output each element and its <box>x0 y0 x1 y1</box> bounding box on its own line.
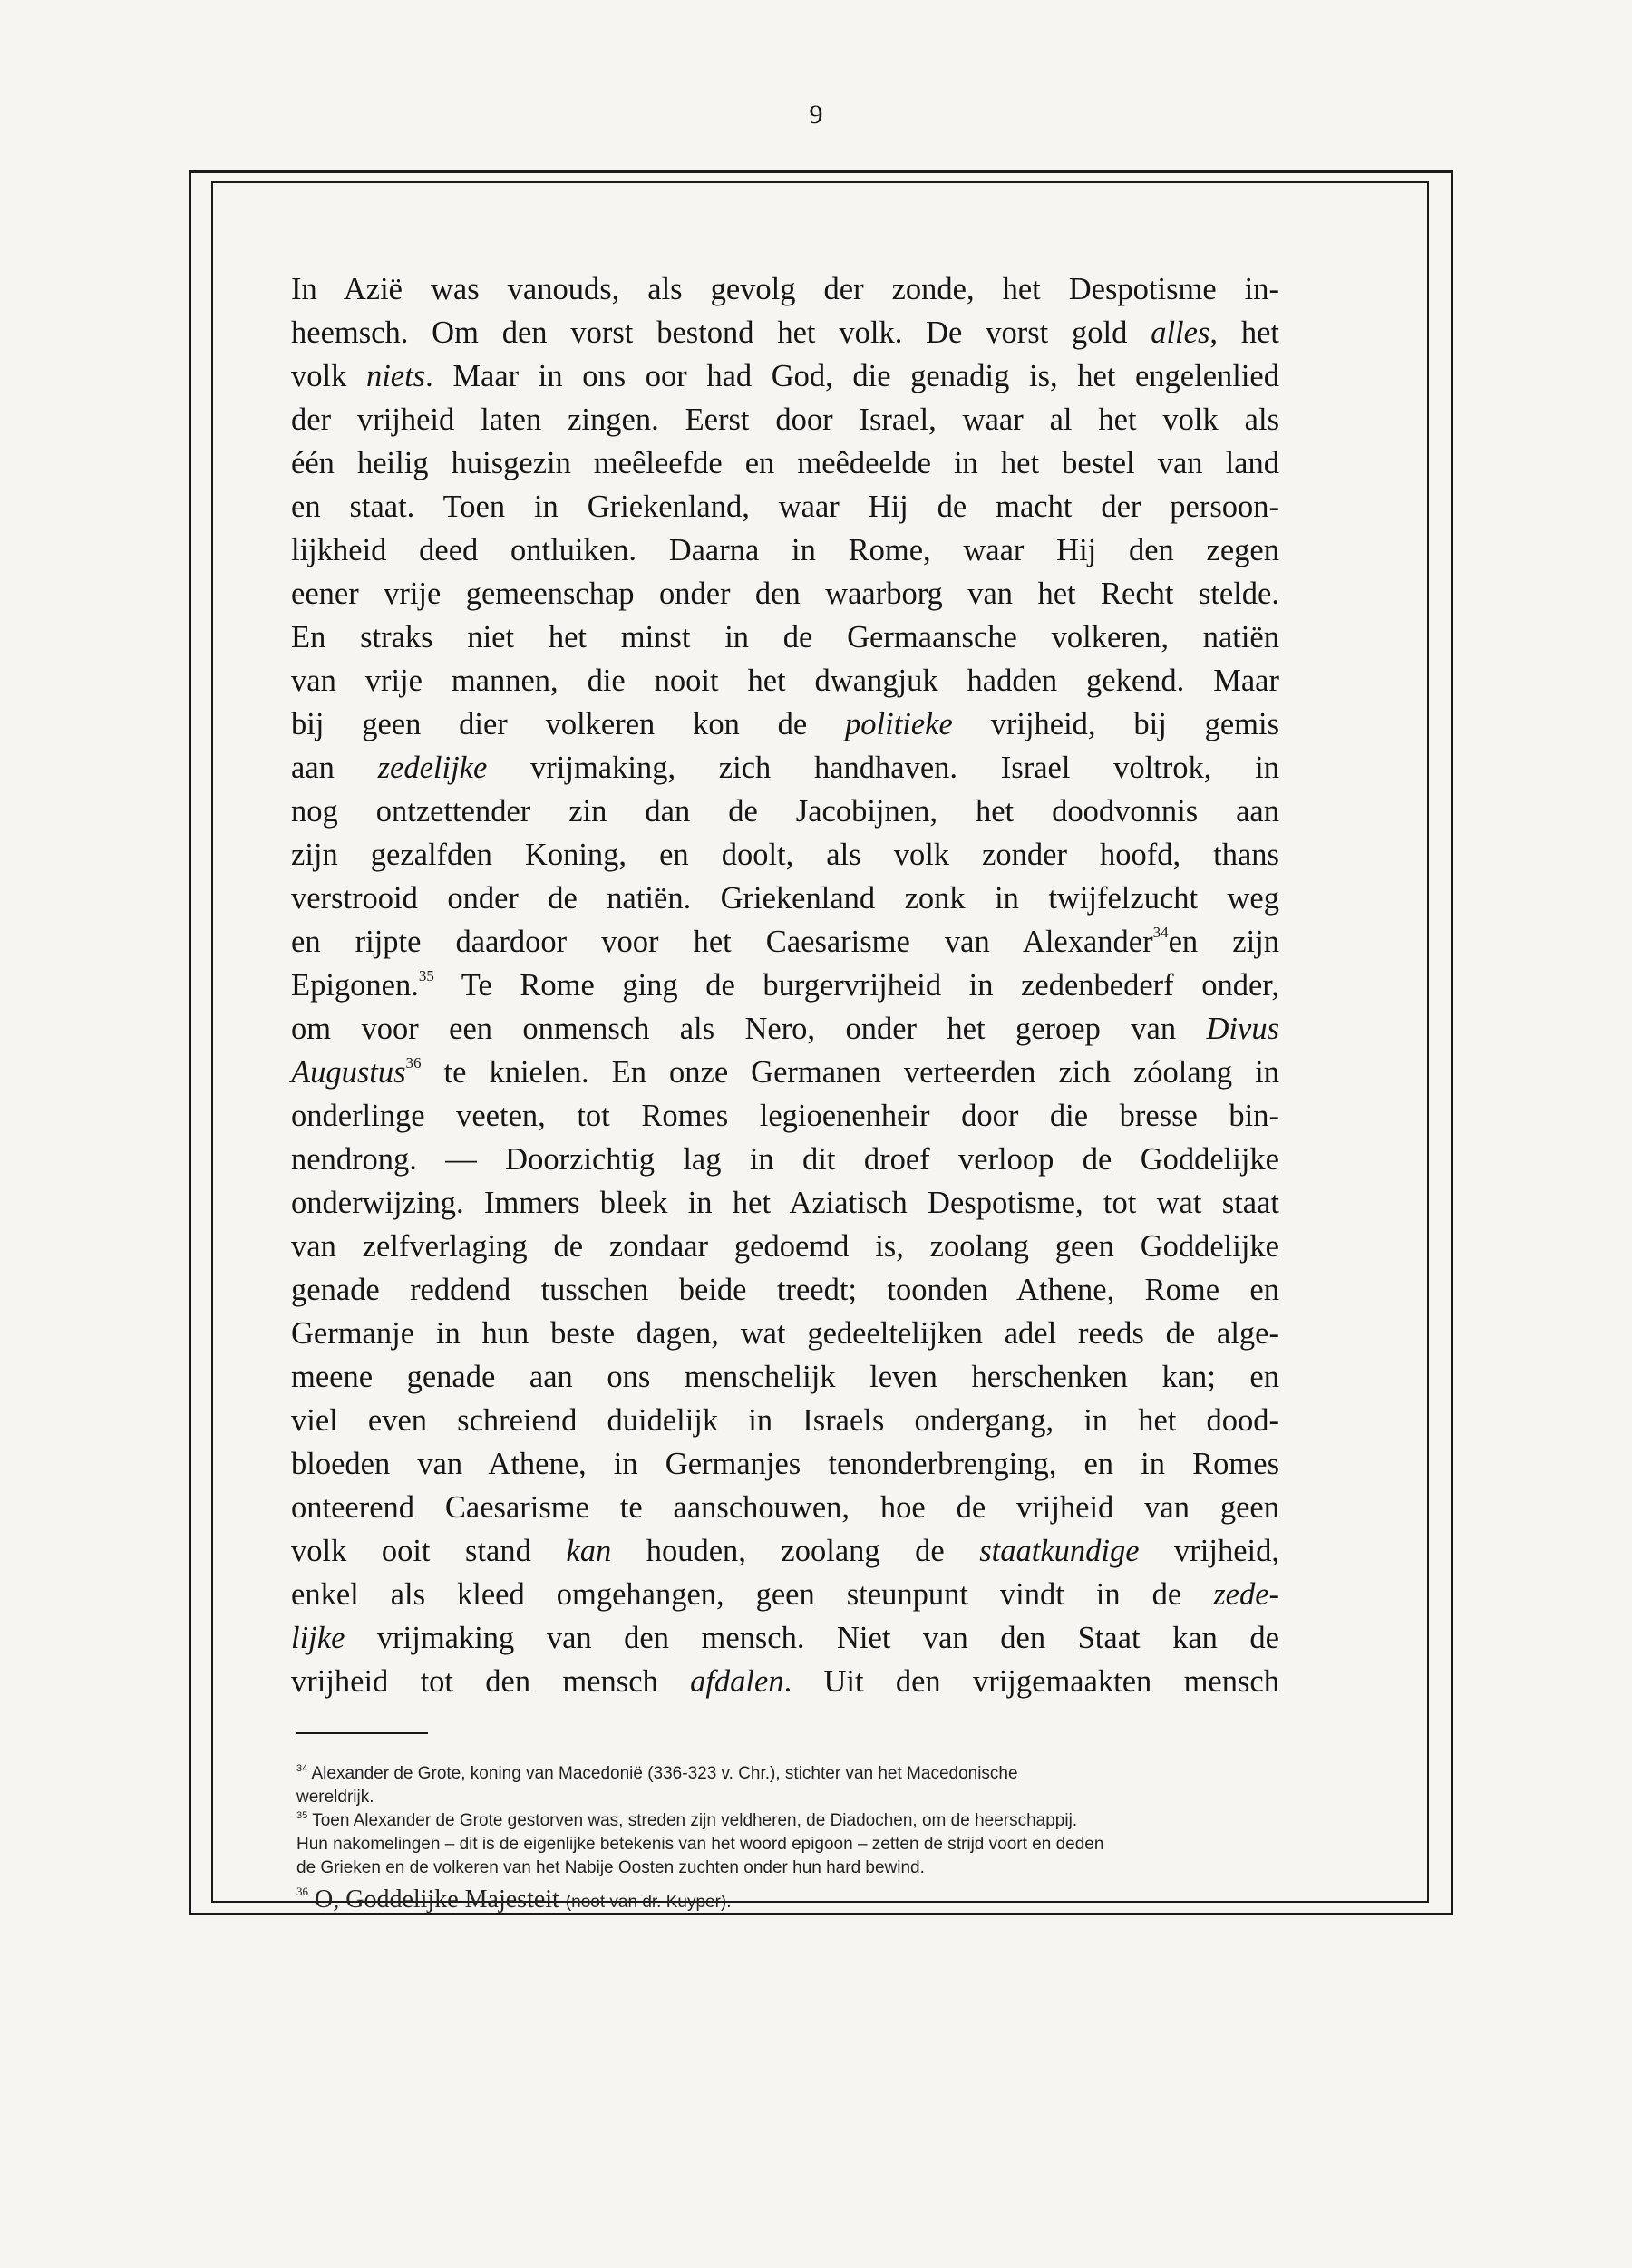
text-segment: onderwijzing. Immers bleek in het Aziatisch Despotisme, tot wat staat <box>291 1186 1279 1220</box>
footnote-line <box>296 1833 1288 1856</box>
body-line <box>291 703 1279 746</box>
body-line <box>291 833 1279 877</box>
footnote-number: 35 <box>296 1810 308 1821</box>
body-line <box>291 485 1279 528</box>
body-line <box>291 1529 1279 1573</box>
text-segment: volk <box>291 359 366 393</box>
text-segment: bij geen dier volkeren kon de <box>291 707 846 741</box>
body-line <box>291 1442 1279 1486</box>
text-segment: Germanje in hun beste dagen, wat gedeeltelijken adel reeds de alge- <box>291 1316 1279 1351</box>
text-segment: vrijheid, bij gemis <box>952 707 1279 741</box>
body-line <box>291 790 1279 833</box>
text-segment: Epigonen. <box>291 968 419 1003</box>
footnote-text: Toen Alexander de Grote gestorven was, streden zijn veldheren, de Diadochen, om de heerschappij. <box>312 1811 1078 1830</box>
body-line <box>291 920 1279 964</box>
text-segment: aan <box>291 751 378 785</box>
text-segment: In Azië was vanouds, als gevolg der zonde, het Despotisme in- <box>291 272 1279 306</box>
footnote-text: wereldrijk. <box>296 1788 374 1807</box>
body-line <box>291 1312 1279 1355</box>
italic-text: staatkundige <box>979 1534 1140 1568</box>
italic-text: politieke <box>845 707 953 741</box>
italic-text: kan <box>566 1534 612 1568</box>
footnote-rule <box>296 1732 428 1734</box>
text-segment: eener vrije gemeenschap onder den waarborg van het Recht stelde. <box>291 577 1279 611</box>
footnotes <box>296 1762 1288 1921</box>
body-line <box>291 1225 1279 1268</box>
italic-text: Divus <box>1206 1012 1279 1046</box>
body-line <box>291 398 1279 441</box>
body-line <box>291 659 1279 703</box>
text-segment: volk ooit stand <box>291 1534 567 1568</box>
text-segment: vrijmaking, zich handhaven. Israel voltrok, in <box>487 751 1279 785</box>
italic-text: lijke <box>291 1621 345 1655</box>
text-segment: genade reddend tusschen beide treedt; toonden Athene, Rome en <box>291 1273 1279 1307</box>
text-segment: van zelfverlaging de zondaar gedoemd is, zoolang geen Goddelijke <box>291 1229 1279 1264</box>
text-segment: vrijheid, <box>1139 1534 1279 1568</box>
body-line <box>291 1138 1279 1181</box>
body-line <box>291 1094 1279 1138</box>
text-segment: En straks niet het minst in de Germaansche volkeren, natiën <box>291 620 1279 654</box>
body-line <box>291 964 1279 1007</box>
italic-text: zede- <box>1213 1577 1279 1612</box>
text-segment: , het <box>1209 315 1279 350</box>
footnote-number: 34 <box>296 1763 308 1774</box>
text-segment: houden, zoolang de <box>611 1534 980 1568</box>
text-segment: te knielen. En onze Germanen verteerden zich zóolang in <box>421 1055 1279 1090</box>
page-number: 9 <box>809 100 823 130</box>
italic-text: niets <box>365 359 426 393</box>
footnote-line <box>296 1856 1288 1880</box>
footnote-marker: 36 <box>405 1054 422 1071</box>
text-segment: . Uit den vrijgemaakten mensch <box>783 1664 1279 1699</box>
text-segment: één heilig huisgezin meêleefde en meêdeelde in het bestel van land <box>291 446 1279 480</box>
text-segment: heemsch. Om den vorst bestond het volk. De vorst gold <box>291 315 1151 350</box>
text-segment: . Maar in ons oor had God, die genadig is, het engelenlied <box>425 359 1279 393</box>
footnote-line <box>296 1786 1288 1809</box>
footnote-marker: 35 <box>418 967 434 984</box>
body-text <box>291 267 1279 1703</box>
body-line <box>291 354 1279 398</box>
text-segment: van vrije mannen, die nooit het dwangjuk hadden gekend. Maar <box>291 664 1279 698</box>
text-segment: der vrijheid laten zingen. Eerst door Israel, waar al het volk als <box>291 402 1279 437</box>
text-segment: viel even schreiend duidelijk in Israels ondergang, in het dood- <box>291 1403 1279 1438</box>
footnote-line <box>296 1762 1288 1786</box>
body-line <box>291 877 1279 920</box>
body-line <box>291 441 1279 485</box>
text-segment: nendrong. — Doorzichtig lag in dit droef verloop de Goddelijke <box>291 1142 1279 1177</box>
text-segment: en zijn <box>1168 925 1279 959</box>
body-line <box>291 1355 1279 1399</box>
body-line <box>291 1399 1279 1442</box>
text-segment: zijn gezalfden Koning, en doolt, als volk zonder hoofd, thans <box>291 838 1279 872</box>
body-line <box>291 1181 1279 1225</box>
text-segment: verstrooid onder de natiën. Griekenland zonk in twijfelzucht weg <box>291 881 1279 916</box>
body-line <box>291 1268 1279 1312</box>
body-line <box>291 267 1279 311</box>
body-line <box>291 615 1279 659</box>
body-line <box>291 528 1279 572</box>
italic-text: zedelijke <box>377 751 488 785</box>
footnote-line <box>296 1809 1288 1833</box>
text-segment: meene genade aan ons menschelijk leven herschenken kan; en <box>291 1360 1279 1394</box>
body-line <box>291 746 1279 790</box>
footnote-text: O, Goddelijke Majesteit <box>315 1885 559 1914</box>
footnote-text: Hun nakomelingen – dit is de eigenlijke betekenis van het woord epigoon – zetten de strijd voort en deden <box>296 1835 1104 1854</box>
footnote-text: Alexander de Grote, koning van Macedonië (336-323 v. Chr.), stichter van het Macedonische <box>311 1764 1018 1783</box>
footnote-text: de Grieken en de volkeren van het Nabije Oosten zuchten onder hun hard bewind. <box>296 1858 925 1877</box>
body-line <box>291 1660 1279 1703</box>
body-line <box>291 572 1279 615</box>
footnote-source: (noot van dr. Kuyper). <box>565 1893 732 1912</box>
body-line <box>291 1051 1279 1094</box>
text-segment: om voor een onmensch als Nero, onder het geroep van <box>291 1012 1207 1046</box>
body-line <box>291 1573 1279 1616</box>
body-line <box>291 1007 1279 1051</box>
text-segment: onderlinge veeten, tot Romes legioenenheir door die bresse bin- <box>291 1099 1279 1133</box>
body-line <box>291 1486 1279 1529</box>
footnote-marker: 34 <box>1152 924 1169 941</box>
italic-text: afdalen <box>690 1664 784 1699</box>
text-segment: onteerend Caesarisme te aanschouwen, hoe de vrijheid van geen <box>291 1490 1279 1525</box>
footnote-number: 36 <box>296 1885 308 1898</box>
text-segment: nog ontzettender zin dan de Jacobijnen, het doodvonnis aan <box>291 794 1279 829</box>
footnote-line <box>296 1882 1288 1921</box>
italic-text: alles <box>1151 315 1210 350</box>
text-segment: vrijheid tot den mensch <box>291 1664 691 1699</box>
text-segment: vrijmaking van den mensch. Niet van den Staat kan de <box>345 1621 1279 1655</box>
text-segment: lijkheid deed ontluiken. Daarna in Rome, waar Hij den zegen <box>291 533 1279 567</box>
body-line <box>291 1616 1279 1660</box>
text-segment: en staat. Toen in Griekenland, waar Hij de macht der persoon- <box>291 489 1279 524</box>
italic-text: Augustus <box>291 1055 406 1090</box>
text-segment: Te Rome ging de burgervrijheid in zedenbederf onder, <box>433 968 1279 1003</box>
text-segment: bloeden van Athene, in Germanjes tenonderbrenging, en in Romes <box>291 1447 1279 1481</box>
body-line <box>291 311 1279 354</box>
text-segment: en rijpte daardoor voor het Caesarisme van Alexander <box>291 925 1153 959</box>
text-segment: enkel als kleed omgehangen, geen steunpunt vindt in de <box>291 1577 1214 1612</box>
